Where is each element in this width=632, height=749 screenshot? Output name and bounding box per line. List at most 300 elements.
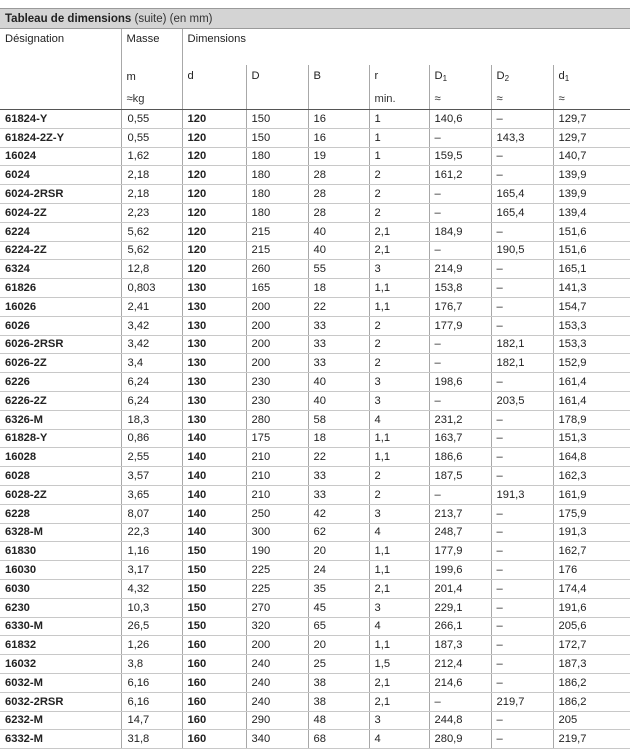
table-row [0, 241, 630, 260]
header-col-symbol: D [434, 70, 443, 82]
cell-r: 2 [369, 335, 429, 354]
cell-D2: – [491, 410, 553, 429]
cell-D: 225 [246, 579, 308, 598]
cell-d1: 187,3 [553, 655, 630, 674]
cell-d1: 161,9 [553, 485, 630, 504]
cell-D2: – [491, 448, 553, 467]
cell-masse: 6,16 [121, 692, 182, 711]
cell-D1: 231,2 [429, 410, 491, 429]
table-row [0, 297, 630, 316]
cell-d1: 153,3 [553, 316, 630, 335]
cell-d1: 129,7 [553, 128, 630, 147]
cell-D2: – [491, 297, 553, 316]
cell-D: 200 [246, 354, 308, 373]
cell-masse: 3,42 [121, 335, 182, 354]
cell-designation: 61832 [0, 636, 121, 655]
cell-designation: 6024-2RSR [0, 185, 121, 204]
cell-designation: 6026-2Z [0, 354, 121, 373]
cell-d1: 219,7 [553, 730, 630, 749]
cell-r: 1 [369, 128, 429, 147]
table-row [0, 485, 630, 504]
cell-D1: 177,9 [429, 542, 491, 561]
cell-B: 38 [308, 673, 369, 692]
cell-d1: 151,6 [553, 222, 630, 241]
cell-d1: 139,9 [553, 185, 630, 204]
cell-B: 40 [308, 391, 369, 410]
table-row [0, 504, 630, 523]
cell-r: 2 [369, 485, 429, 504]
cell-r: 3 [369, 504, 429, 523]
dimensions-table [0, 29, 630, 749]
header-col-symbol: d [558, 70, 565, 82]
header-sub-masse: m [121, 65, 182, 88]
cell-masse: 2,23 [121, 203, 182, 222]
cell-r: 1,1 [369, 429, 429, 448]
table-row [0, 655, 630, 674]
cell-D1: 187,5 [429, 467, 491, 486]
header-col-5 [491, 65, 553, 88]
cell-designation: 6024-2Z [0, 203, 121, 222]
cell-d: 130 [182, 316, 246, 335]
cell-r: 1 [369, 110, 429, 129]
cell-r: 3 [369, 711, 429, 730]
cell-D: 165 [246, 279, 308, 298]
cell-r: 4 [369, 523, 429, 542]
cell-B: 33 [308, 335, 369, 354]
cell-d: 130 [182, 297, 246, 316]
cell-D2: – [491, 279, 553, 298]
cell-D2: 182,1 [491, 335, 553, 354]
cell-d1: 205 [553, 711, 630, 730]
header-col-1 [246, 65, 308, 88]
cell-masse: 0,803 [121, 279, 182, 298]
cell-designation: 16030 [0, 561, 121, 580]
cell-D1: 176,7 [429, 297, 491, 316]
cell-D2: – [491, 655, 553, 674]
cell-masse: 1,62 [121, 147, 182, 166]
header-col-0 [182, 65, 246, 88]
cell-r: 1,5 [369, 655, 429, 674]
cell-designation: 61830 [0, 542, 121, 561]
cell-r: 1,1 [369, 561, 429, 580]
table-row [0, 222, 630, 241]
cell-B: 16 [308, 128, 369, 147]
cell-masse: 3,42 [121, 316, 182, 335]
cell-r: 2,1 [369, 673, 429, 692]
cell-D: 150 [246, 110, 308, 129]
cell-masse: 18,3 [121, 410, 182, 429]
cell-D2: 143,3 [491, 128, 553, 147]
cell-B: 24 [308, 561, 369, 580]
header-col-6 [553, 65, 630, 88]
cell-r: 2 [369, 185, 429, 204]
cell-r: 4 [369, 617, 429, 636]
table-row [0, 110, 630, 129]
header-col-2 [308, 65, 369, 88]
cell-D1: 163,7 [429, 429, 491, 448]
cell-d1: 151,3 [553, 429, 630, 448]
cell-r: 2,1 [369, 579, 429, 598]
cell-d: 140 [182, 504, 246, 523]
cell-designation: 61824-2Z-Y [0, 128, 121, 147]
cell-designation: 16024 [0, 147, 121, 166]
cell-d1: 178,9 [553, 410, 630, 429]
cell-D2: – [491, 561, 553, 580]
cell-B: 62 [308, 523, 369, 542]
cell-B: 68 [308, 730, 369, 749]
cell-B: 33 [308, 467, 369, 486]
cell-designation: 6032-2RSR [0, 692, 121, 711]
header-col-4 [429, 65, 491, 88]
cell-designation: 6330-M [0, 617, 121, 636]
cell-d1: 174,4 [553, 579, 630, 598]
cell-r: 4 [369, 410, 429, 429]
cell-masse: 31,8 [121, 730, 182, 749]
table-row [0, 636, 630, 655]
cell-designation: 6232-M [0, 711, 121, 730]
cell-r: 4 [369, 730, 429, 749]
header-blank-2 [0, 88, 121, 110]
table-row [0, 279, 630, 298]
cell-D2: – [491, 673, 553, 692]
cell-D1: 244,8 [429, 711, 491, 730]
table-row [0, 391, 630, 410]
cell-D: 290 [246, 711, 308, 730]
header-unit-0 [182, 88, 246, 110]
cell-masse: 2,18 [121, 166, 182, 185]
cell-D2: – [491, 147, 553, 166]
table-row [0, 410, 630, 429]
cell-B: 28 [308, 185, 369, 204]
cell-B: 38 [308, 692, 369, 711]
cell-d: 140 [182, 485, 246, 504]
cell-B: 33 [308, 316, 369, 335]
cell-D2: 219,7 [491, 692, 553, 711]
cell-D: 270 [246, 598, 308, 617]
cell-masse: 6,16 [121, 673, 182, 692]
cell-B: 22 [308, 297, 369, 316]
cell-d1: 186,2 [553, 673, 630, 692]
table-row [0, 147, 630, 166]
cell-d1: 191,3 [553, 523, 630, 542]
table-row [0, 711, 630, 730]
cell-d: 120 [182, 128, 246, 147]
cell-masse: 2,41 [121, 297, 182, 316]
cell-D1: 186,6 [429, 448, 491, 467]
table-body [0, 110, 630, 749]
cell-designation: 6224 [0, 222, 121, 241]
table-row [0, 335, 630, 354]
header-designation: Désignation [5, 33, 65, 45]
cell-B: 22 [308, 448, 369, 467]
header-col-subscript: 1 [564, 74, 570, 83]
cell-r: 1,1 [369, 279, 429, 298]
cell-d1: 139,4 [553, 203, 630, 222]
cell-d: 140 [182, 448, 246, 467]
cell-B: 58 [308, 410, 369, 429]
cell-D2: 203,5 [491, 391, 553, 410]
table-row [0, 429, 630, 448]
cell-D2: – [491, 504, 553, 523]
cell-r: 2 [369, 166, 429, 185]
cell-D1: – [429, 692, 491, 711]
table-row [0, 467, 630, 486]
table-row [0, 448, 630, 467]
cell-D1: 159,5 [429, 147, 491, 166]
table-row [0, 598, 630, 617]
cell-masse: 1,26 [121, 636, 182, 655]
cell-B: 35 [308, 579, 369, 598]
cell-r: 2 [369, 354, 429, 373]
cell-D: 240 [246, 673, 308, 692]
cell-D1: 229,1 [429, 598, 491, 617]
cell-d: 130 [182, 373, 246, 392]
table-row [0, 166, 630, 185]
table-row [0, 523, 630, 542]
cell-masse: 5,62 [121, 222, 182, 241]
header-unit-1 [246, 88, 308, 110]
cell-masse: 26,5 [121, 617, 182, 636]
cell-designation: 6226-2Z [0, 391, 121, 410]
cell-d: 120 [182, 147, 246, 166]
cell-d: 130 [182, 410, 246, 429]
cell-designation: 6026 [0, 316, 121, 335]
cell-D: 210 [246, 485, 308, 504]
cell-D1: 214,9 [429, 260, 491, 279]
cell-masse: 3,17 [121, 561, 182, 580]
table-row [0, 354, 630, 373]
cell-designation: 6028-2Z [0, 485, 121, 504]
cell-D1: 212,4 [429, 655, 491, 674]
table-row [0, 316, 630, 335]
cell-designation: 6024 [0, 166, 121, 185]
cell-designation: 61828-Y [0, 429, 121, 448]
cell-D: 280 [246, 410, 308, 429]
cell-d: 160 [182, 730, 246, 749]
cell-d: 120 [182, 222, 246, 241]
cell-B: 28 [308, 203, 369, 222]
header-col-symbol: d [187, 70, 194, 82]
cell-D2: – [491, 542, 553, 561]
cell-d1: 191,6 [553, 598, 630, 617]
header-unit-5: ≈ [491, 88, 553, 110]
cell-r: 2 [369, 316, 429, 335]
cell-d1: 175,9 [553, 504, 630, 523]
cell-r: 1,1 [369, 448, 429, 467]
cell-D: 200 [246, 335, 308, 354]
cell-d1: 139,9 [553, 166, 630, 185]
cell-D: 240 [246, 655, 308, 674]
table-row [0, 730, 630, 749]
cell-designation: 6028 [0, 467, 121, 486]
table-row [0, 542, 630, 561]
cell-B: 18 [308, 429, 369, 448]
cell-masse: 2,55 [121, 448, 182, 467]
cell-d: 120 [182, 166, 246, 185]
cell-D1: – [429, 203, 491, 222]
cell-B: 19 [308, 147, 369, 166]
cell-D: 340 [246, 730, 308, 749]
header-unit-3: min. [369, 88, 429, 110]
cell-D: 200 [246, 636, 308, 655]
cell-d1: 154,7 [553, 297, 630, 316]
cell-D2: 165,4 [491, 203, 553, 222]
cell-D2: – [491, 316, 553, 335]
cell-d1: 172,7 [553, 636, 630, 655]
cell-r: 2,1 [369, 241, 429, 260]
header-col-subscript: 2 [504, 74, 510, 83]
cell-D: 180 [246, 185, 308, 204]
cell-D1: 153,8 [429, 279, 491, 298]
cell-D1: – [429, 185, 491, 204]
cell-B: 33 [308, 485, 369, 504]
cell-B: 16 [308, 110, 369, 129]
cell-designation: 16032 [0, 655, 121, 674]
cell-masse: 1,16 [121, 542, 182, 561]
cell-d: 120 [182, 203, 246, 222]
cell-D1: 161,2 [429, 166, 491, 185]
cell-D2: – [491, 579, 553, 598]
cell-D1: 248,7 [429, 523, 491, 542]
cell-D2: – [491, 523, 553, 542]
cell-D2: – [491, 636, 553, 655]
cell-masse: 3,8 [121, 655, 182, 674]
cell-designation: 16028 [0, 448, 121, 467]
table-row [0, 617, 630, 636]
cell-d: 130 [182, 391, 246, 410]
cell-masse: 10,3 [121, 598, 182, 617]
cell-d: 120 [182, 260, 246, 279]
cell-masse: 6,24 [121, 373, 182, 392]
cell-designation: 6328-M [0, 523, 121, 542]
cell-d: 120 [182, 185, 246, 204]
cell-D1: – [429, 391, 491, 410]
cell-D: 190 [246, 542, 308, 561]
cell-designation: 61826 [0, 279, 121, 298]
cell-r: 3 [369, 391, 429, 410]
cell-d: 150 [182, 579, 246, 598]
cell-d1: 205,6 [553, 617, 630, 636]
cell-d: 160 [182, 636, 246, 655]
cell-masse: 22,3 [121, 523, 182, 542]
cell-d1: 141,3 [553, 279, 630, 298]
cell-D1: – [429, 128, 491, 147]
cell-D2: 191,3 [491, 485, 553, 504]
cell-designation: 6032-M [0, 673, 121, 692]
cell-masse: 0,86 [121, 429, 182, 448]
cell-r: 3 [369, 598, 429, 617]
cell-d: 160 [182, 673, 246, 692]
header-dimensions: Dimensions [182, 29, 630, 65]
cell-D1: 201,4 [429, 579, 491, 598]
cell-masse: 6,24 [121, 391, 182, 410]
cell-masse: 2,18 [121, 185, 182, 204]
header-col-subscript: 1 [442, 74, 448, 83]
cell-D2: – [491, 617, 553, 636]
cell-B: 20 [308, 636, 369, 655]
table-row [0, 692, 630, 711]
cell-d1: 151,6 [553, 241, 630, 260]
header-unit-2 [308, 88, 369, 110]
cell-D2: – [491, 711, 553, 730]
cell-D2: – [491, 260, 553, 279]
cell-r: 3 [369, 373, 429, 392]
cell-B: 40 [308, 222, 369, 241]
cell-masse: 3,57 [121, 467, 182, 486]
cell-r: 2 [369, 467, 429, 486]
cell-D: 200 [246, 297, 308, 316]
cell-d1: 162,7 [553, 542, 630, 561]
cell-D1: 214,6 [429, 673, 491, 692]
cell-d: 140 [182, 429, 246, 448]
cell-B: 25 [308, 655, 369, 674]
cell-masse: 0,55 [121, 110, 182, 129]
cell-D: 150 [246, 128, 308, 147]
cell-d: 130 [182, 279, 246, 298]
cell-D1: 184,9 [429, 222, 491, 241]
cell-d1: 140,7 [553, 147, 630, 166]
cell-d1: 161,4 [553, 391, 630, 410]
cell-D: 210 [246, 467, 308, 486]
cell-r: 1,1 [369, 542, 429, 561]
cell-d: 160 [182, 692, 246, 711]
cell-d1: 186,2 [553, 692, 630, 711]
cell-B: 40 [308, 241, 369, 260]
table-row [0, 203, 630, 222]
cell-D: 230 [246, 391, 308, 410]
cell-D: 230 [246, 373, 308, 392]
cell-masse: 4,32 [121, 579, 182, 598]
cell-r: 1 [369, 147, 429, 166]
cell-d: 150 [182, 561, 246, 580]
cell-D2: – [491, 429, 553, 448]
table-row [0, 561, 630, 580]
cell-designation: 16026 [0, 297, 121, 316]
header-blank [0, 65, 121, 88]
cell-D1: 187,3 [429, 636, 491, 655]
table-row [0, 673, 630, 692]
cell-d1: 153,3 [553, 335, 630, 354]
table-row [0, 579, 630, 598]
cell-D2: – [491, 222, 553, 241]
cell-D: 180 [246, 166, 308, 185]
cell-B: 55 [308, 260, 369, 279]
cell-B: 28 [308, 166, 369, 185]
cell-D2: – [491, 598, 553, 617]
cell-r: 1,1 [369, 297, 429, 316]
cell-D1: 140,6 [429, 110, 491, 129]
cell-D: 215 [246, 241, 308, 260]
cell-D2: 182,1 [491, 354, 553, 373]
header-col-symbol: D [251, 70, 260, 82]
cell-d1: 161,4 [553, 373, 630, 392]
cell-D1: 213,7 [429, 504, 491, 523]
cell-designation: 6228 [0, 504, 121, 523]
cell-masse: 12,8 [121, 260, 182, 279]
table-title [0, 8, 630, 29]
cell-D: 250 [246, 504, 308, 523]
cell-designation: 6230 [0, 598, 121, 617]
cell-d: 150 [182, 542, 246, 561]
table-title-suffix: (suite) (en mm) [131, 13, 213, 25]
cell-B: 48 [308, 711, 369, 730]
header-unit-4: ≈ [429, 88, 491, 110]
cell-B: 33 [308, 354, 369, 373]
cell-D: 180 [246, 147, 308, 166]
cell-D1: 198,6 [429, 373, 491, 392]
cell-r: 3 [369, 260, 429, 279]
cell-D: 180 [246, 203, 308, 222]
